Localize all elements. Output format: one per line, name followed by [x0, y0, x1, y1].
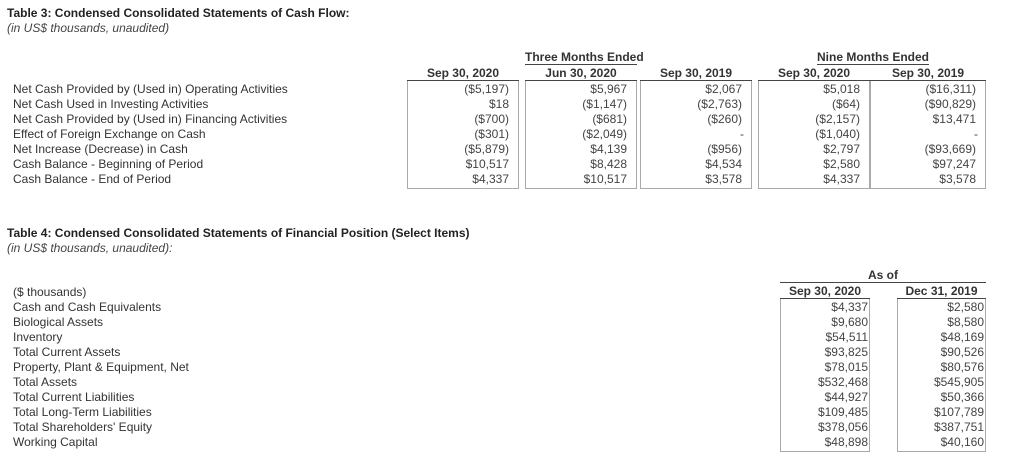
- table3-cell: ($1,040): [815, 127, 860, 141]
- table4-cell: $80,576: [940, 360, 984, 374]
- table3-column-header: Sep 30, 2019: [870, 66, 986, 81]
- table4-cell: $48,898: [824, 435, 868, 449]
- table3-cell: ($2,763): [697, 97, 742, 111]
- table3-cell: -: [974, 127, 978, 141]
- table3-cell: $4,337: [823, 172, 860, 186]
- table4-row-label: ($ thousands): [13, 285, 87, 299]
- table4-cell: $387,751: [933, 420, 984, 434]
- table3-cell: $3,578: [705, 172, 742, 186]
- table4-cell: $378,056: [817, 420, 868, 434]
- table3-cell: ($90,829): [924, 97, 976, 111]
- table3-row-label: Cash Balance - End of Period: [13, 172, 172, 186]
- table3-row-label: Net Cash Provided by (Used in) Operating Activities: [13, 82, 288, 96]
- table3-cell: ($5,197): [464, 82, 509, 96]
- table3-cell: $10,517: [465, 157, 509, 171]
- table3-cell: ($16,311): [925, 82, 976, 96]
- table3-cell: ($5,879): [464, 142, 509, 156]
- table3-cell: $4,534: [705, 157, 742, 171]
- table3-cell: $10,517: [583, 172, 627, 186]
- table4-cell: $9,680: [831, 315, 868, 329]
- table4-cell: $48,169: [940, 330, 984, 344]
- table3-cell: ($64): [831, 97, 860, 111]
- table4-column-header: Sep 30, 2020: [780, 284, 870, 299]
- table3-subtitle: (in US$ thousands, unaudited): [7, 21, 170, 35]
- table4-cell: $44,927: [824, 390, 868, 404]
- table3-cell: ($956): [707, 142, 742, 156]
- table3-cell: $3,578: [939, 172, 976, 186]
- table3-cell: ($301): [474, 127, 509, 141]
- table3-cell: ($700): [474, 112, 509, 126]
- table4-row-label: Total Current Assets: [13, 345, 121, 359]
- table4-cell: $90,526: [940, 345, 984, 359]
- table4-cell: $2,580: [947, 300, 984, 314]
- table4-row-label: Total Current Liabilities: [13, 390, 135, 404]
- table4-cell: $54,511: [825, 330, 868, 344]
- table4-row-label: Inventory: [13, 330, 63, 344]
- table4-cell: $40,160: [940, 435, 984, 449]
- table4-row-label: Biological Assets: [13, 315, 104, 329]
- table3-cell: $2,067: [705, 82, 742, 96]
- table3-row-label: Cash Balance - Beginning of Period: [13, 157, 204, 171]
- table3-cell: $13,471: [932, 112, 976, 126]
- table3-row-label: Effect of Foreign Exchange on Cash: [13, 127, 206, 141]
- table3-column-header: Jun 30, 2020: [525, 66, 637, 81]
- table4-row-label: Working Capital: [13, 435, 98, 449]
- table3-group-three-months: Three Months Ended: [525, 50, 644, 64]
- table3-column-header: Sep 30, 2019: [640, 66, 752, 81]
- table3-cell: ($681): [592, 112, 627, 126]
- table3-column-header: Sep 30, 2020: [758, 66, 870, 81]
- table3-cell: ($93,669): [924, 142, 976, 156]
- table4-title: Table 4: Condensed Consolidated Statements of Financial Position (Select Items): [7, 226, 470, 240]
- table3-cell: $2,580: [823, 157, 860, 171]
- table4-cell: $107,789: [933, 405, 984, 419]
- table4-cell: $532,468: [817, 375, 868, 389]
- table4-row-label: Total Long-Term Liabilities: [13, 405, 152, 419]
- table4-row-label: Cash and Cash Equivalents: [13, 300, 162, 314]
- table3-cell: ($2,157): [815, 112, 860, 126]
- table4-cell: $50,366: [940, 390, 984, 404]
- table4-column-header: Dec 31, 2019: [897, 284, 986, 299]
- table4-subtitle: (in US$ thousands, unaudited):: [7, 241, 173, 255]
- table3-cell: $5,018: [823, 82, 860, 96]
- table3-cell: $2,797: [823, 142, 860, 156]
- table3-cell: $4,337: [472, 172, 509, 186]
- table4-cell: $93,825: [824, 345, 868, 359]
- table4-cell: $109,485: [817, 405, 868, 419]
- table3-cell: ($1,147): [582, 97, 627, 111]
- table4-cell: $545,905: [933, 375, 984, 389]
- table3-cell: $97,247: [932, 157, 976, 171]
- table3-cell: $8,428: [590, 157, 627, 171]
- table3-row-label: Net Cash Used in Investing Activities: [13, 97, 209, 111]
- table3-cell: ($260): [707, 112, 742, 126]
- table3-title: Table 3: Condensed Consolidated Statements of Cash Flow:: [7, 6, 350, 20]
- table4-row-label: Property, Plant & Equipment, Net: [13, 360, 189, 374]
- table3-cell: $4,139: [590, 142, 627, 156]
- table4-row-label: Total Shareholders' Equity: [13, 420, 153, 434]
- table3-cell: $5,967: [590, 82, 627, 96]
- table3-cell: ($2,049): [582, 127, 627, 141]
- table4-cell: $78,015: [824, 360, 868, 374]
- table3-group-nine-months: Nine Months Ended: [817, 50, 929, 64]
- table4-group-as-of: As of: [780, 268, 986, 283]
- table4-row-label: Total Assets: [13, 375, 78, 389]
- table4-cell: $8,580: [947, 315, 984, 329]
- table3-row-label: Net Increase (Decrease) in Cash: [13, 142, 188, 156]
- table3-cell: $18: [488, 97, 509, 111]
- table4-cell: $4,337: [831, 300, 868, 314]
- table3-column-header: Sep 30, 2020: [407, 66, 519, 81]
- table3-cell: -: [740, 127, 744, 141]
- table3-row-label: Net Cash Provided by (Used in) Financing Activities: [13, 112, 288, 126]
